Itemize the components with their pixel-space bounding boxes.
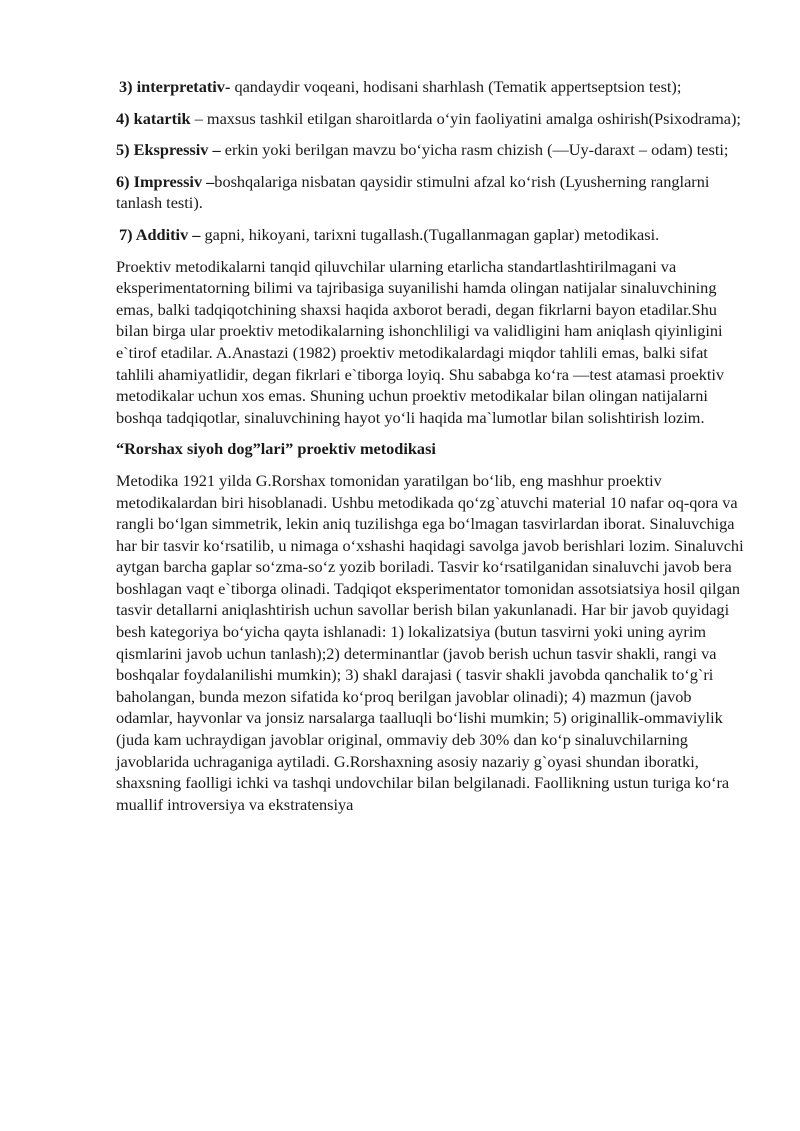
item-text: boshqalariga nisbatan qaysidir stimulni afzal ko‘rish (Lyusherning ranglarni tanlash testi). — [116, 171, 710, 213]
item-term: 3) interpretativ- — [119, 77, 231, 96]
list-item-interpretativ — [116, 76, 746, 98]
list-item-additiv — [116, 224, 746, 246]
item-text: – maxsus tashkil etilgan sharoitlarda o‘yin faoliyatini amalga oshirish(Psixodrama); — [190, 108, 741, 128]
item-text: qandaydir voqeani, hodisani sharhlash (Tematik appertseptsion test); — [230, 77, 682, 96]
item-text: erkin yoki berilgan mavzu bo‘yicha rasm chizish (—Uy-daraxt – odam) testi; — [220, 140, 729, 160]
item-term: 6) Impressiv – — [116, 171, 215, 191]
item-term: 7) Additiv – — [119, 224, 201, 244]
item-text: gapni, hikoyani, tarixni tugallash.(Tugallanmagan gaplar) metodikasi. — [200, 224, 660, 244]
document-page — [116, 76, 746, 825]
item-term: 5) Ekspressiv – — [116, 140, 221, 160]
list-item-impressiv — [116, 171, 746, 214]
item-term: 4) katartik — [116, 108, 191, 128]
body-paragraph-rorschach: Metodika 1921 yilda G.Rorshax tomonidan yaratilgan bo‘lib, eng mashhur proektiv metodikalardan biri hisoblanadi. Ushbu metodikada qo‘zg`atuvchi material 10 nafar oq-qora va rangli bo‘lgan simmetrik, lekin aniq tuzilishga ega bo‘lmagan tasvirlardan iborat. Sinaluvchiga har bir tasvir ko‘rsatilib, u nimaga o‘xshashi haqidagi savolga javob berishlari lozim. Sinaluvchi aytgan barcha gaplar so‘zma-so‘z yozib boriladi. Tasvir ko‘rsatilganidan sinaluvchi javob bera boshlagan vaqt e`tiborga olinadi. Tadqiqot eksperimentator tomonidan assotsiatsiya hosil qilgan tasvir detallarni aniqlashtirish uchun savollar berish bilan yakunlanadi. Har bir javob quyidagi besh kategoriya bo‘yicha qayta ishlanadi: 1) lokalizatsiya (butun tasvirni yoki uning ayrim qismlarini javob uchun tanlash);2) determinantlar (javob berish uchun tasvir shakli, rangi va boshqalar foydalanilishi mumkin); 3) shakl darajasi ( tasvir shakli javobda qanchalik to‘g`ri baholangan, bunda mezon sifatida ko‘proq berilgan javoblar olinadi); 4) mazmun (javob odamlar, hayvonlar va jonsiz narsalarga taalluqli bo‘lishi mumkin; 5) originallik-ommaviylik (juda kam uchraydigan javoblar original, ommaviy deb 30% dan ko‘p sinaluvchilarning javoblarida uchraganiga aytiladi. G.Rorshaxning asosiy nazariy g`oyasi shundan iboratki, shaxsning faolligi ichki va tashqi undovchilar bilan belgilanadi. Faollikning ustun turiga ko‘ra muallif introversiya va ekstratensiya — [116, 470, 744, 814]
body-paragraph-critique: Proektiv metodikalarni tanqid qiluvchilar ularning etarlicha standartlashtirilmagani va eksperimentatorning bilimi va tajribasiga suyanilishi hamda olingan natijalar sinaluvchining emas, balki tadqiqotchining shaxsi haqida axborot beradi, degan fikrlarni bayon etadilar.Shu bilan birga ular proektiv metodikalarning ishonchliligi va validligini ham aniqlash qiyinligini e`tirof etadilar. A.Anastazi (1982) proektiv metodikalardagi miqdor tahlili emas, balki sifat tahlili ahamiyatlidir, degan fikrlari e`tiborga loyiq. Shu sababga ko‘ra —test atamasi proektiv metodikalar uchun xos emas. Shuning uchun proektiv metodikalar bilan olingan natijalarni boshqa tadqiqotlar, sinaluvchining hayot yo‘li haqida ma`lumotlar bilan solishtirish lozim. — [116, 256, 725, 427]
list-item-katartik — [116, 108, 746, 130]
list-item-ekspressiv — [116, 139, 746, 161]
section-heading: “Rorshax siyoh dog”lari” proektiv metodikasi — [116, 439, 436, 459]
